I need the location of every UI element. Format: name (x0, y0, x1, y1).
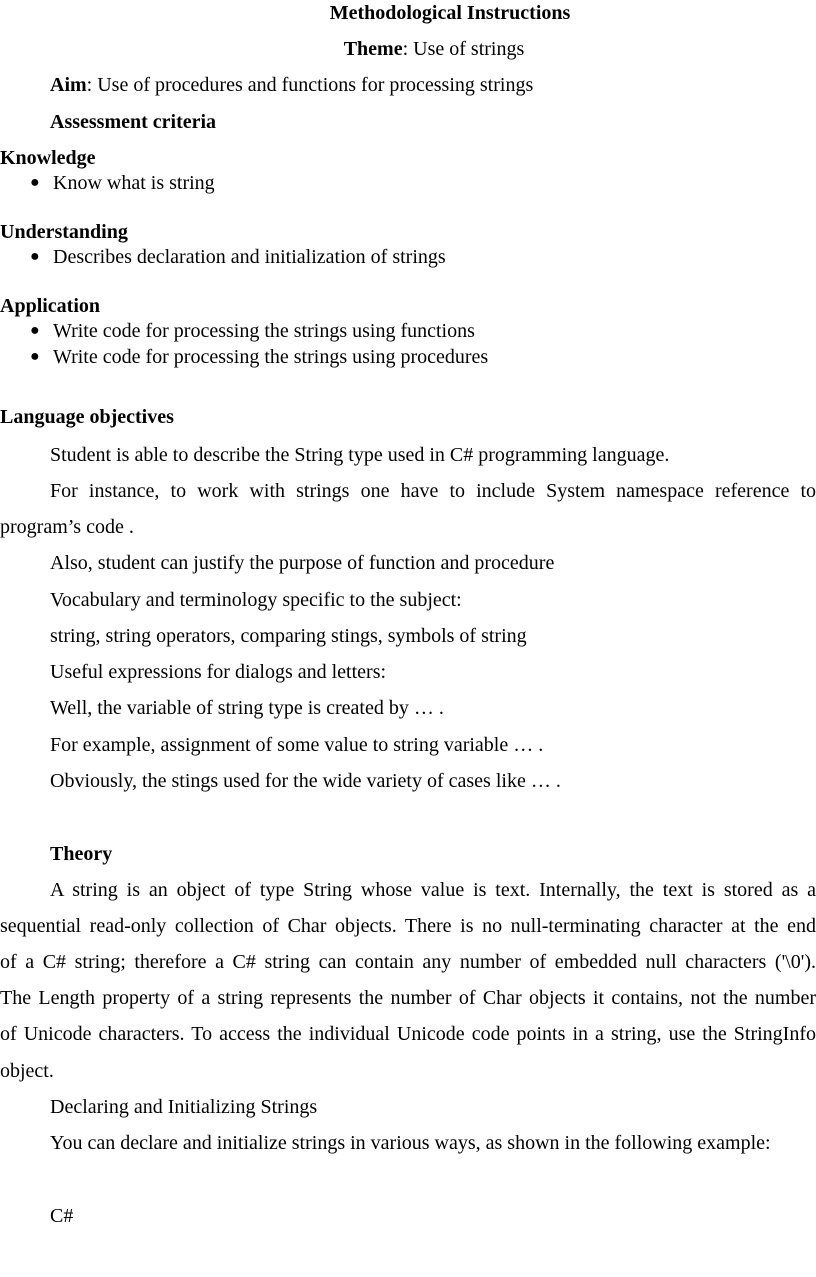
knowledge-heading: Knowledge (0, 147, 96, 169)
language-heading: Language objectives (0, 406, 174, 428)
theory-intro: You can declare and initialize strings in various ways, as shown in the following example: (50, 1132, 771, 1154)
theory-line: of a C# string; therefore a C# string can contain any number of embedded null characters ('\0'). (0, 951, 816, 973)
language-line: Useful expressions for dialogs and letters: (50, 661, 387, 683)
understanding-heading: Understanding (0, 221, 128, 243)
list-item (0, 170, 816, 196)
list-item-text: Write code for processing the strings using procedures (53, 346, 489, 368)
language-line: Vocabulary and terminology specific to the subject: (50, 589, 462, 611)
language-line: For instance, to work with strings one have to include System namespace reference to (50, 480, 816, 502)
bullet-icon: ● (30, 348, 40, 365)
list-item-text: Know what is string (53, 172, 215, 194)
aim-value: : Use of procedures and functions for processing strings (86, 74, 534, 96)
list-item-text: Describes declaration and initialization of strings (53, 246, 446, 268)
application-heading: Application (0, 295, 101, 317)
theory-line: object. (0, 1060, 54, 1082)
document-title: Methodological Instructions (329, 2, 571, 24)
theory-line: sequential read-only collection of Char objects. There is no null-terminating character at the end (0, 915, 816, 937)
bullet-icon: ● (30, 322, 40, 339)
assessment-heading: Assessment criteria (50, 111, 217, 133)
theme-line (0, 36, 816, 62)
theme-label: Theme (343, 38, 403, 60)
bullet-icon: ● (30, 174, 40, 191)
theme-value: : Use of strings (402, 38, 525, 60)
aim-label: Aim (50, 74, 87, 96)
code-language-label: C# (50, 1205, 74, 1227)
bullet-icon: ● (30, 248, 40, 265)
theory-line: The Length property of a string represents the number of Char objects it contains, not the number (0, 987, 816, 1009)
language-line: Well, the variable of string type is created by … . (50, 697, 444, 719)
aim-line (50, 72, 533, 98)
list-item (0, 318, 816, 344)
list-item (0, 244, 816, 270)
language-line: Obviously, the stings used for the wide variety of cases like … . (50, 770, 561, 792)
list-item-text: Write code for processing the strings using functions (53, 320, 475, 342)
theory-line: of Unicode characters. To access the individual Unicode code points in a string, use the StringInfo (0, 1023, 816, 1045)
theory-subheading: Declaring and Initializing Strings (50, 1096, 318, 1118)
theory-heading: Theory (50, 843, 113, 865)
language-line: program’s code . (0, 516, 134, 538)
list-item (0, 344, 816, 370)
language-line: Also, student can justify the purpose of function and procedure (50, 552, 555, 574)
language-line: For example, assignment of some value to string variable … . (50, 734, 544, 756)
theory-line: A string is an object of type String whose value is text. Internally, the text is stored as a (50, 879, 816, 901)
language-line: Student is able to describe the String type used in C# programming language. (50, 444, 670, 466)
language-line: string, string operators, comparing stings, symbols of string (50, 625, 527, 647)
